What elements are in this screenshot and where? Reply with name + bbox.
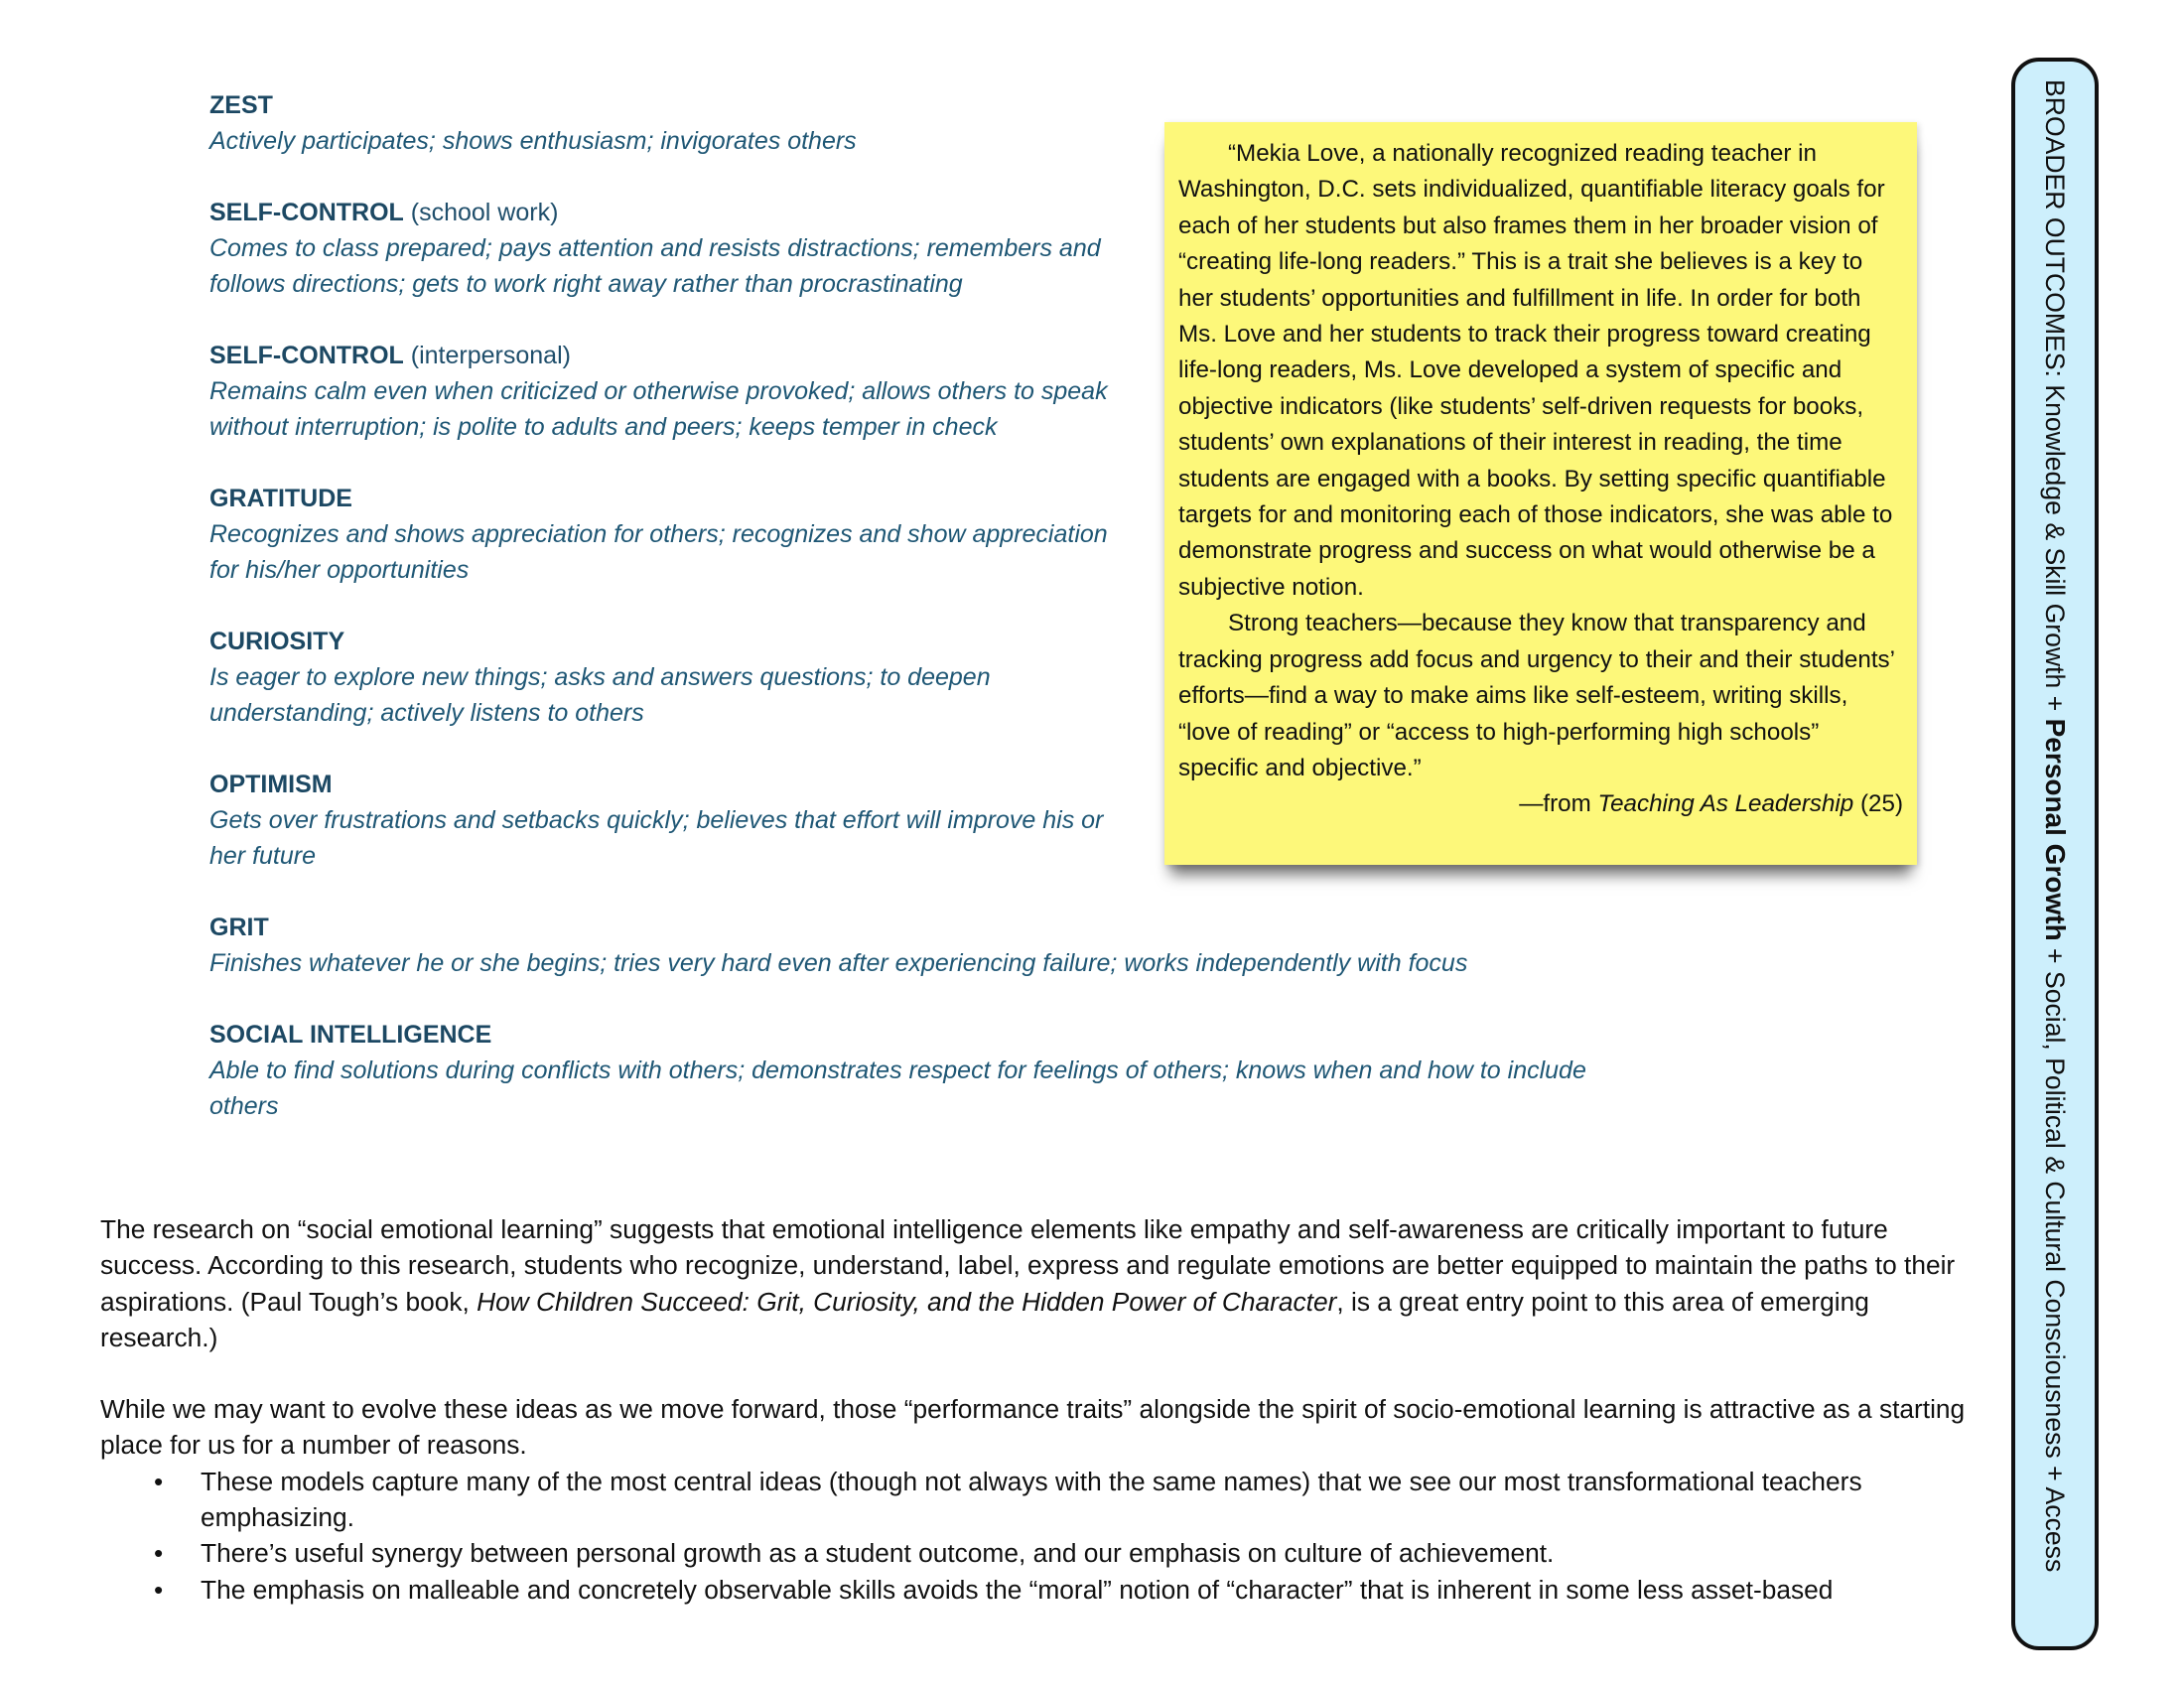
quote-source-suffix: (25): [1853, 790, 1903, 818]
trait-title: SOCIAL INTELLIGENCE: [209, 1021, 492, 1049]
list-item: [100, 1572, 1986, 1608]
trait-description: Finishes whatever he or she begins; tries very hard even after experiencing failure; works independently with focus: [209, 949, 1468, 977]
quote-paragraph-2: Strong teachers—because they know that transparency and tracking progress add focus and urgency to their and their students’ efforts—find a way to make aims like self-esteem, writing skills, “love of reading” or “access to high-performing high schools” specific and objective.”: [1178, 610, 1895, 781]
body-text: [100, 1211, 1986, 1608]
bullet-icon: •: [154, 1466, 164, 1496]
trait-title: ZEST: [209, 91, 273, 119]
list-item-text: These models capture many of the most central ideas (though not always with the same names) that we see our most transformational teachers emphasizing.: [201, 1466, 1862, 1533]
banner-prefix: BROADER OUTCOMES: Knowledge & Skill Growth +: [2040, 79, 2070, 719]
trait-qualifier: (school work): [403, 199, 559, 226]
list-item-text: There’s useful synergy between personal growth as a student outcome, and our emphasis on culture of achievement.: [201, 1538, 1555, 1569]
bullet-icon: •: [154, 1538, 164, 1569]
banner-text: [2039, 79, 2071, 1572]
banner-highlight: Personal Growth: [2040, 718, 2071, 941]
trait-description: Able to find solutions during conflicts with others; demonstrates respect for feelings of others; knows when and how to include others: [209, 1056, 1586, 1120]
trait-description: Is eager to explore new things; asks and answers questions; to deepen understanding; actively listens to others: [209, 663, 991, 727]
body-paragraph-1-end: , is a great entry point to this area of emerging research.): [100, 1286, 1869, 1352]
trait-title: SELF-CONTROL: [209, 342, 404, 369]
trait-title: SELF-CONTROL: [209, 199, 404, 226]
quote-sticky-note: [1164, 122, 1917, 865]
body-paragraph-1: [100, 1211, 1986, 1355]
trait-description: Actively participates; shows enthusiasm; invigorates others: [209, 127, 857, 155]
trait-title: GRIT: [209, 914, 269, 941]
quote-source-title: Teaching As Leadership: [1597, 790, 1854, 818]
broader-outcomes-banner: [2011, 58, 2099, 1650]
trait-title: GRATITUDE: [209, 485, 352, 512]
trait-description: Remains calm even when criticized or otherwise provoked; allows others to speak without interruption; is polite to adults and peers; keeps temper in check: [209, 377, 1108, 441]
quote-paragraph-1: “Mekia Love, a nationally recognized reading teacher in Washington, D.C. sets individualized, quantifiable literacy goals for each of her students but also frames them in her broader vision of “creating life-long readers.” This is a trait she believes is a key to her students’ opportunities and fulfillment in life. In order for both Ms. Love and her students to track their progress toward creating life-long readers, Ms. Love developed a system of specific and objective indicators (like students’ self-driven requests for books, students’ own explanations of their interest in reading, the time students are engaged with a books. By setting specific quantifiable targets for and monitoring each of those indicators, she was able to demonstrate progress and success on what would otherwise be a subjective notion.: [1178, 140, 1893, 601]
body-paragraph-2: While we may want to evolve these ideas as we move forward, those “performance traits” alongside the spirit of socio-emotional learning is attractive as a starting place for us for a number of reasons.: [100, 1394, 1966, 1461]
trait-title: OPTIMISM: [209, 771, 333, 798]
trait-description: Comes to class prepared; pays attention and resists distractions; remembers and follows directions; gets to work right away rather than procrastinating: [209, 234, 1101, 298]
book-title: How Children Succeed: Grit, Curiosity, and the Hidden Power of Character: [477, 1286, 1337, 1317]
quote-source: [1178, 786, 1903, 822]
trait-grit: [209, 910, 1649, 981]
reasons-list: [100, 1464, 1986, 1608]
list-item: [100, 1464, 1986, 1536]
trait-qualifier: (interpersonal): [403, 342, 571, 369]
trait-description: Gets over frustrations and setbacks quickly; believes that effort will improve his or her future: [209, 806, 1104, 870]
banner-suffix: + Social, Political & Cultural Consciousness + Access: [2040, 940, 2070, 1573]
trait-description: Recognizes and shows appreciation for others; recognizes and show appreciation for his/her opportunities: [209, 520, 1108, 584]
trait-title: CURIOSITY: [209, 628, 345, 655]
list-item-text: The emphasis on malleable and concretely observable skills avoids the “moral” notion of “character” that is inherent in some less asset-based: [201, 1574, 1834, 1605]
quote-source-prefix: —from: [1519, 790, 1598, 818]
trait-social-intelligence: [209, 1017, 1649, 1124]
list-item: [100, 1535, 1986, 1571]
body-paragraph-1-start: The research on “social emotional learning” suggests that emotional intelligence elements like empathy and self-awareness are critically important to future success. According to this research, students who recognize, understand, label, express and regulate emotions are better equipped to maintain the paths to their aspirations. (Paul Tough’s book,: [100, 1214, 1956, 1317]
bullet-icon: •: [154, 1574, 164, 1605]
